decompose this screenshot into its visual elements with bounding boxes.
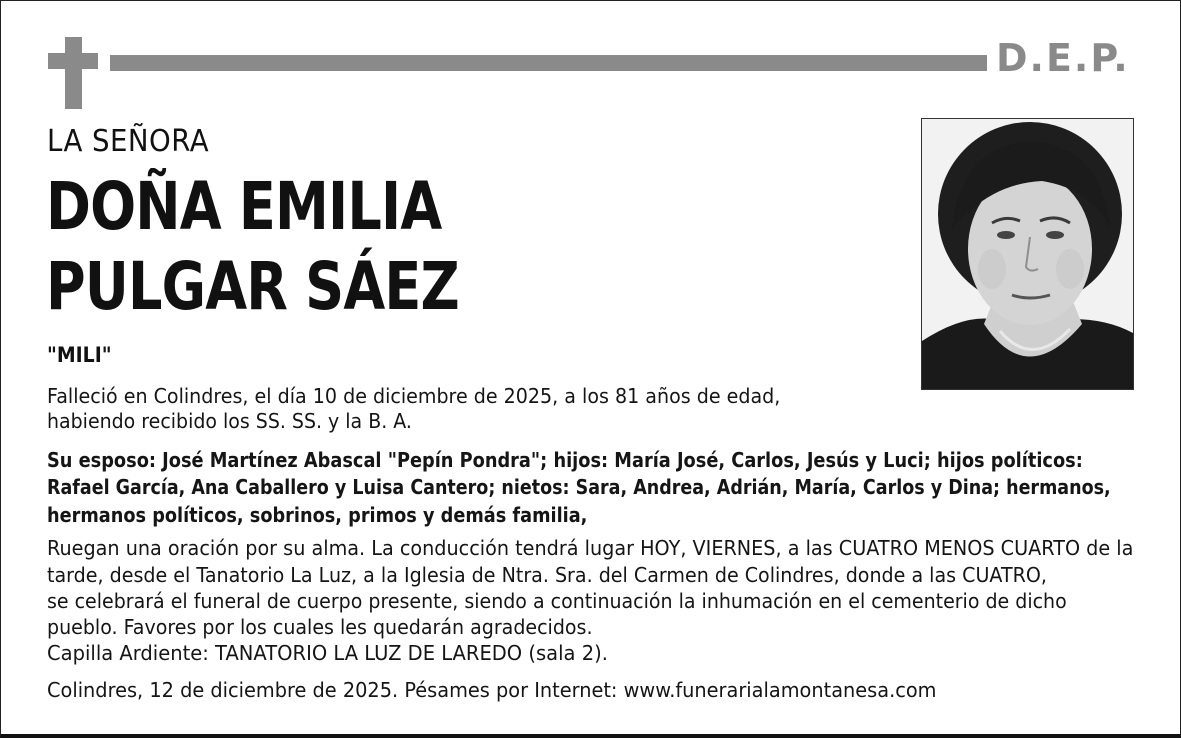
deceased-name-line1: DOÑA EMILIA — [46, 168, 442, 245]
portrait-photo — [921, 118, 1134, 390]
death-info-line1: Falleció en Colindres, el día 10 de diciembre de 2025, a los 81 años de edad, — [47, 384, 781, 408]
service-line3: se celebrará el funeral de cuerpo presente, siendo a continuación la inhumación en el cementerio de dicho — [47, 589, 1067, 613]
service-line4: pueblo. Favores por los cuales les quedarán agradecidos. — [47, 615, 593, 639]
death-info-line2: habiendo recibido los SS. SS. y la B. A. — [47, 409, 412, 433]
cross-icon — [48, 37, 98, 109]
family-line3: hermanos políticos, sobrinos, primos y demás familia, — [47, 503, 588, 527]
deceased-nickname: "MILI" — [47, 343, 112, 367]
family-line1: Su esposo: José Martínez Abascal "Pepín Pondra"; hijos: María José, Carlos, Jesús y Luci; hijos políticos: — [47, 448, 1083, 472]
service-line1: Ruegan una oración por su alma. La conducción tendrá lugar HOY, VIERNES, a las CUATRO MENOS CUARTO de la — [47, 536, 1134, 560]
deceased-name-line2: PULGAR SÁEZ — [46, 248, 459, 325]
header-rule — [110, 55, 987, 71]
service-line5: Capilla Ardiente: TANATORIO LA LUZ DE LAREDO (sala 2). — [47, 641, 608, 665]
dep-label: D.E.P. — [996, 36, 1130, 80]
family-line2: Rafael García, Ana Caballero y Luisa Cantero; nietos: Sara, Andrea, Adrián, María, Carlos y Dina; hermanos, — [47, 475, 1111, 499]
service-line2: tarde, desde el Tanatorio La Luz, a la Iglesia de Ntra. Sra. del Carmen de Colindres, donde a las CUATRO, — [47, 563, 1047, 587]
deceased-prefix: LA SEÑORA — [47, 124, 210, 159]
footer-text: Colindres, 12 de diciembre de 2025. Pésames por Internet: www.funerarialamontanesa.com — [47, 678, 937, 702]
